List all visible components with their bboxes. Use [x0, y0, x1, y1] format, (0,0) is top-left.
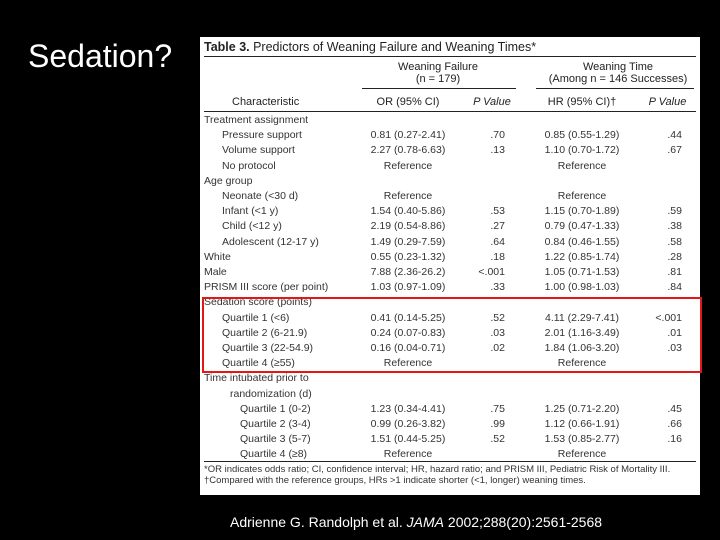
table-row: [200, 160, 700, 172]
table-footnote: *OR indicates odds ratio; CI, confidence interval; HR, hazard ratio; and PRISM III, Pediatric Risk of Mortality III. †Compared with the reference groups, HRs >1 indicate shorter (<1, longer) weaning times.: [204, 464, 671, 486]
citation: [230, 514, 602, 530]
row-hr: 1.10 (0.70-1.72): [544, 144, 620, 157]
row-characteristic: randomization (d): [230, 387, 312, 400]
bottom-rule: [204, 461, 696, 462]
row-hr: 0.85 (0.55-1.29): [544, 129, 620, 142]
row-p-value-2: .84: [667, 281, 682, 294]
row-characteristic: Pressure support: [222, 129, 302, 142]
row-p-value-1: .13: [490, 144, 505, 157]
group-rule-failure: [362, 88, 516, 89]
table-row: [200, 433, 700, 445]
table-title: [204, 40, 536, 54]
row-characteristic: Quartile 1 (<6): [222, 311, 290, 324]
row-characteristic: Time intubated prior to: [204, 372, 309, 385]
row-or: 0.81 (0.27-2.41): [370, 129, 446, 142]
table-row: [200, 372, 700, 384]
table-row: [200, 403, 700, 415]
row-characteristic: Volume support: [222, 144, 295, 157]
row-hr: 1.15 (0.70-1.89): [544, 205, 620, 218]
table-row: [200, 114, 700, 126]
row-hr: 1.12 (0.66-1.91): [544, 418, 620, 430]
row-characteristic: Child (<12 y): [222, 220, 282, 233]
row-hr: 1.84 (1.06-3.20): [544, 342, 620, 354]
col-p-value-1: P Value: [473, 96, 511, 108]
top-rule: [204, 56, 696, 57]
row-characteristic: Treatment assignment: [204, 114, 309, 126]
row-p-value-2: .45: [667, 402, 682, 415]
row-characteristic: Age group: [204, 174, 253, 187]
row-characteristic: Quartile 4 (≥8): [240, 448, 308, 461]
row-p-value-1: .33: [490, 281, 505, 294]
row-p-value-1: .03: [490, 326, 505, 339]
col-or: OR (95% CI): [376, 96, 440, 108]
row-or: Reference: [383, 159, 433, 172]
row-or: 0.55 (0.23-1.32): [370, 250, 446, 263]
row-or: Reference: [383, 357, 433, 370]
table-row: [200, 144, 700, 156]
row-characteristic: Sedation score (points): [204, 296, 312, 309]
row-p-value-2: .66: [667, 418, 682, 430]
column-header-row: [200, 96, 700, 108]
row-or: 0.24 (0.07-0.83): [370, 326, 446, 339]
table-row: [200, 129, 700, 141]
row-p-value-1: .52: [490, 311, 505, 324]
table-row: [200, 266, 700, 278]
table-row: [200, 236, 700, 248]
row-p-value-2: .67: [667, 144, 682, 157]
row-or: Reference: [383, 448, 433, 461]
row-hr: 0.84 (0.46-1.55): [544, 235, 620, 248]
col-characteristic: Characteristic: [232, 96, 300, 108]
row-p-value-2: <.001: [655, 311, 682, 324]
table-row: [200, 388, 700, 400]
weaning-failure-header: [378, 61, 498, 85]
row-p-value-1: .75: [490, 402, 505, 415]
row-characteristic: Adolescent (12-17 y): [222, 235, 319, 248]
row-characteristic: Quartile 3 (5-7): [240, 433, 311, 446]
table-title-label: Table 3.: [204, 40, 250, 54]
row-hr: Reference: [557, 159, 607, 172]
row-p-value-2: .44: [667, 129, 682, 142]
row-hr: 1.22 (0.85-1.74): [544, 250, 620, 263]
row-p-value-1: .99: [490, 418, 505, 430]
table-row: [200, 205, 700, 217]
citation-authors: Adrienne G. Randolph et al.: [230, 514, 407, 530]
row-or: 1.03 (0.97-1.09): [370, 281, 446, 294]
table-row: [200, 281, 700, 293]
row-characteristic: Quartile 2 (6-21.9): [222, 326, 308, 339]
row-hr: 1.53 (0.85-2.77): [544, 433, 620, 446]
weaning-failure-n: (n = 179): [415, 73, 461, 85]
row-p-value-2: .03: [667, 342, 682, 354]
header-rule: [204, 111, 696, 112]
slide-title: Sedation?: [28, 38, 173, 74]
weaning-time-n: (Among n = 146 Successes): [548, 73, 688, 85]
row-or: 7.88 (2.36-26.2): [370, 266, 446, 278]
table-row: [200, 190, 700, 202]
weaning-failure-title: Weaning Failure: [398, 61, 478, 73]
row-hr: 0.79 (0.47-1.33): [544, 220, 620, 233]
citation-journal: JAMA: [406, 514, 445, 530]
row-p-value-1: .52: [490, 433, 505, 446]
row-characteristic: Infant (<1 y): [222, 205, 279, 218]
row-or: Reference: [383, 190, 433, 202]
table-row: [200, 448, 700, 460]
row-p-value-2: .16: [667, 433, 682, 446]
sedation-highlight-box: [202, 297, 702, 373]
weaning-time-title: Weaning Time: [582, 61, 654, 73]
row-or: 0.41 (0.14-5.25): [370, 311, 446, 324]
row-p-value-1: .27: [490, 220, 505, 233]
row-p-value-1: .53: [490, 205, 505, 218]
row-characteristic: Quartile 3 (22-54.9): [222, 342, 314, 354]
row-or: 0.16 (0.04-0.71): [370, 342, 446, 354]
row-characteristic: No protocol: [222, 159, 276, 172]
row-characteristic: Neonate (<30 d): [222, 190, 299, 202]
row-p-value-1: <.001: [478, 266, 505, 278]
row-hr: 1.05 (0.71-1.53): [544, 266, 620, 278]
row-hr: 1.00 (0.98-1.03): [544, 281, 620, 294]
row-or: 2.27 (0.78-6.63): [370, 144, 446, 157]
row-or: 1.51 (0.44-5.25): [370, 433, 446, 446]
row-p-value-2: .58: [667, 235, 682, 248]
row-p-value-1: .64: [490, 235, 505, 248]
row-hr: 4.11 (2.29-7.41): [545, 311, 619, 324]
row-p-value-1: .02: [490, 342, 505, 354]
row-characteristic: Quartile 1 (0-2): [240, 402, 311, 415]
table-row: [200, 220, 700, 232]
row-p-value-1: .70: [490, 129, 505, 142]
row-hr: 2.01 (1.16-3.49): [544, 326, 620, 339]
table-row: [200, 175, 700, 187]
row-characteristic: Quartile 2 (3-4): [240, 418, 311, 430]
row-p-value-1: .18: [490, 250, 505, 263]
row-hr: Reference: [557, 448, 607, 461]
table-title-text: Predictors of Weaning Failure and Weaning Times*: [249, 40, 537, 54]
row-or: 1.23 (0.34-4.41): [370, 402, 446, 415]
row-hr: 1.25 (0.71-2.20): [544, 402, 620, 415]
row-or: 2.19 (0.54-8.86): [370, 220, 446, 233]
row-characteristic: Male: [204, 266, 227, 278]
row-p-value-2: .01: [667, 326, 682, 339]
weaning-time-header: [538, 61, 698, 85]
row-characteristic: White: [204, 250, 231, 263]
row-or: 0.99 (0.26-3.82): [370, 418, 446, 430]
row-or: 1.49 (0.29-7.59): [370, 235, 446, 248]
row-characteristic: Quartile 4 (≥55): [222, 357, 295, 370]
row-hr: Reference: [557, 357, 607, 370]
row-p-value-2: .38: [667, 220, 682, 233]
col-p-value-2: P Value: [648, 96, 687, 108]
results-table: [200, 37, 700, 495]
citation-details: 2002;288(20):2561-2568: [444, 514, 603, 530]
row-p-value-2: .81: [667, 266, 682, 278]
row-hr: Reference: [557, 190, 607, 202]
row-p-value-2: .59: [667, 205, 682, 218]
table-row: [200, 418, 700, 430]
row-characteristic: PRISM III score (per point): [204, 281, 329, 294]
row-or: 1.54 (0.40-5.86): [370, 205, 446, 218]
row-p-value-2: .28: [667, 250, 682, 263]
col-hr: HR (95% CI)†: [547, 96, 617, 108]
table-row: [200, 251, 700, 263]
group-rule-time: [536, 88, 694, 89]
